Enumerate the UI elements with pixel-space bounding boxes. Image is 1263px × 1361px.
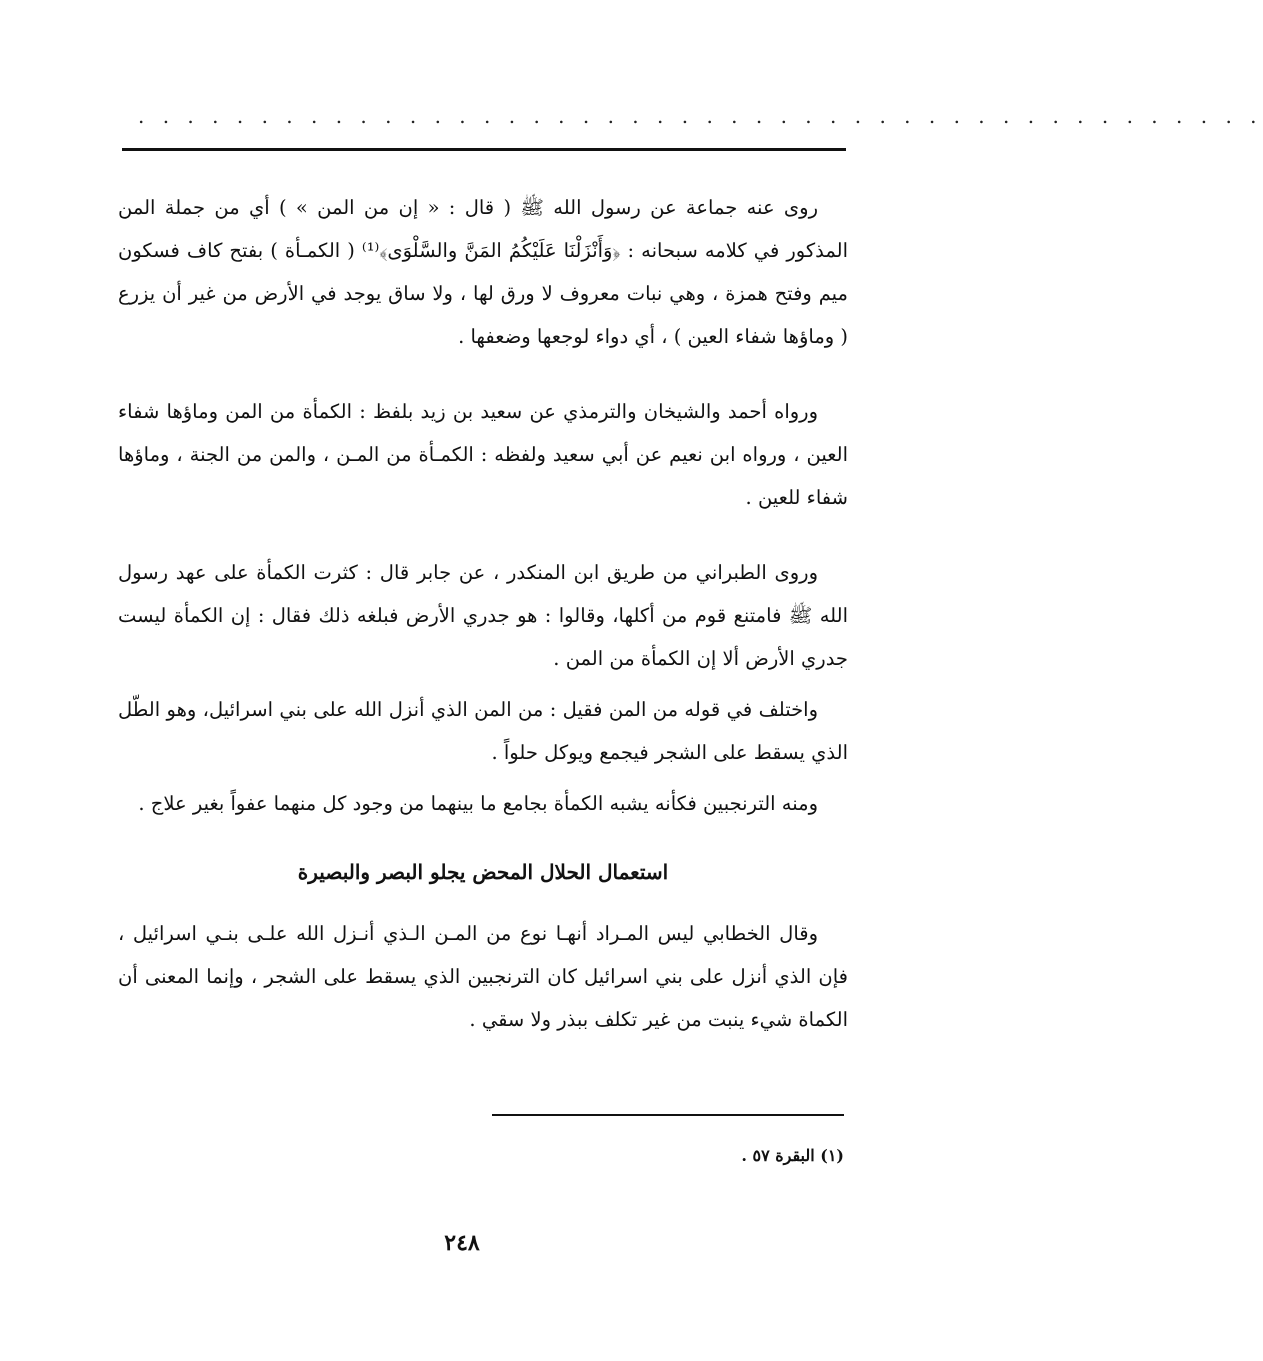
- footnote: (١) البقرة ٥٧ .: [741, 1146, 844, 1165]
- page-number: ٢٤٨: [444, 1230, 480, 1256]
- paragraph-3: وروى الطبراني من طريق ابن المنكدر ، عن جابر قال : كثرت الكمأة على عهد رسول الله ﷺ فامتنع قوم من أكلها، وقالوا : هو جدري الأرض فبلغه ذلك فقال : إن الكمأة ليست جدري الأرض ألا إن الكمأة من المن .: [118, 561, 848, 670]
- paragraph-2: ورواه أحمد والشيخان والترمذي عن سعيد بن زيد بلفظ : الكمأة من المن وماؤها شفاء العين ، ورواه ابن نعيم عن أبي سعيد ولفظه : الكمـأة من المـن ، والمن من الجنة ، وماؤها شفاء للعين .: [118, 400, 848, 509]
- section-heading: استعمال الحلال المحض يجلو البصر والبصيرة: [297, 860, 669, 884]
- header-dotted-line: . . . . . . . . . . . . . . . . . . . . . . . . . . . . . . . . . . . . . . . . . . . . . .: [138, 104, 1263, 128]
- paragraph-1: روى عنه جماعة عن رسول الله ﷺ ( قال : « إن من المن » ) أي من جملة المن المذكور في كلامه سبحانه : ﴿وَأَنْزَلْنَا عَلَيْكُمُ المَنَّ والسَّلْوَى﴾⁽¹⁾ ( الكمـأة ) بفتح كاف فسكون ميم وفتح همزة ، وهي نبات معروف لا ورق لها ، ولا ساق يوجد في الأرض من غير أن يزرع ( وماؤها شفاء العين ) ، أي دواء لوجعها وضعفها .: [118, 196, 848, 348]
- footnote-rule: [492, 1114, 844, 1116]
- paragraph-4: واختلف في قوله من المن فقيل : من المن الذي أنزل الله على بني اسرائيل، وهو الطّل الذي يسقط على الشجر فيجمع ويوكل حلواً .: [118, 698, 848, 764]
- header-rule: [122, 148, 846, 151]
- page-body: [118, 186, 848, 1041]
- paragraph-5: ومنه الترنجبين فكأنه يشبه الكمأة بجامع ما بينهما من وجود كل منهما عفواً بغير علاج .: [138, 792, 818, 815]
- paragraph-6: وقال الخطابي ليس المـراد أنهـا نوع من المـن الـذي أنـزل الله علـى بنـي اسرائيل ، فإن الذي أنزل على بني اسرائيل كان الترنجبين الذي يسقط على الشجر ، وإنما المعنى أن الكماة شيء ينبت من غير تكلف ببذر ولا سقي .: [118, 922, 848, 1031]
